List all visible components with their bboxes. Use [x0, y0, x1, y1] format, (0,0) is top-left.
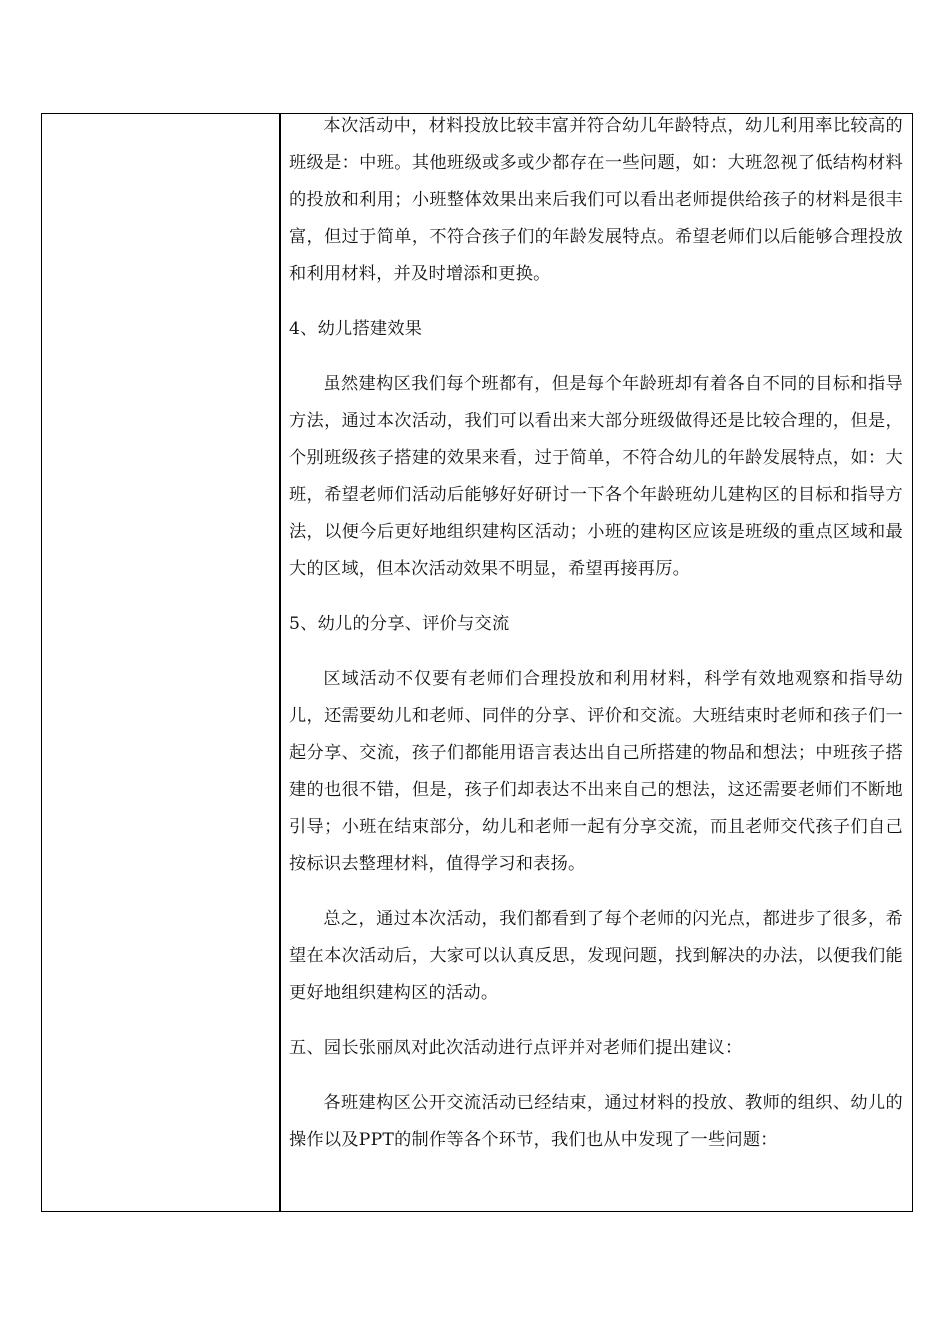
table-right-cell — [289, 108, 903, 1159]
heading-principal-review: 五、园长张丽凤对此次活动进行点评并对老师们提出建议： — [289, 1038, 743, 1058]
paragraph-materials-evaluation: 本次活动中，材料投放比较丰富并符合幼儿年龄特点，幼儿利用率比较高的班级是：中班。其他班级或多或少都存在一些问题，如：大班忽视了低结构材料的投放和利用；小班整体效果出来后我们可以看出老师提供给孩子的材料是很丰富，但过于简单，不符合孩子们的年龄发展特点。希望老师们以后能够合理投放和利用材料，并及时增添和更换。 — [289, 116, 903, 284]
table-left-cell — [42, 114, 278, 1211]
paragraph-principal-review: 各班建构区公开交流活动已经结束，通过材料的投放、教师的组织、幼儿的操作以及PPT的制作等各个环节，我们也从中发现了一些问题： — [289, 1093, 903, 1150]
table-column-divider — [279, 113, 281, 1212]
paragraph-building-effect: 虽然建构区我们每个班都有，但是每个年龄班却有着各自不同的目标和指导方法，通过本次活动，我们可以看出来大部分班级做得还是比较合理的，但是，个别班级孩子搭建的效果来看，过于简单，不符合幼儿的年龄发展特点，如：大班，希望老师们活动后能够好好研讨一下各个年龄班幼儿建构区的目标和指导方法，以便今后更好地组织建构区活动；小班的建构区应该是班级的重点区域和最大的区域，但本次活动效果不明显，希望再接再厉。 — [289, 374, 903, 579]
paragraph-summary: 总之，通过本次活动，我们都看到了每个老师的闪光点，都进步了很多，希望在本次活动后，大家可以认真反思，发现问题，找到解决的办法，以便我们能更好地组织建构区的活动。 — [289, 909, 903, 1003]
paragraph-sharing-evaluation: 区域活动不仅要有老师们合理投放和利用材料，科学有效地观察和指导幼儿，还需要幼儿和老师、同伴的分享、评价和交流。大班结束时老师和孩子们一起分享、交流，孩子们都能用语言表达出自己所搭建的物品和想法；中班孩子搭建的也很不错，但是，孩子们却表达不出来自己的想法，这还需要老师们不断地引导；小班在结束部分，幼儿和老师一起有分享交流，而且老师交代孩子们自己按标识去整理材料，值得学习和表扬。 — [289, 669, 903, 874]
heading-sharing-evaluation: 5、幼儿的分享、评价与交流 — [289, 614, 510, 634]
heading-building-effect: 4、幼儿搭建效果 — [289, 319, 423, 339]
